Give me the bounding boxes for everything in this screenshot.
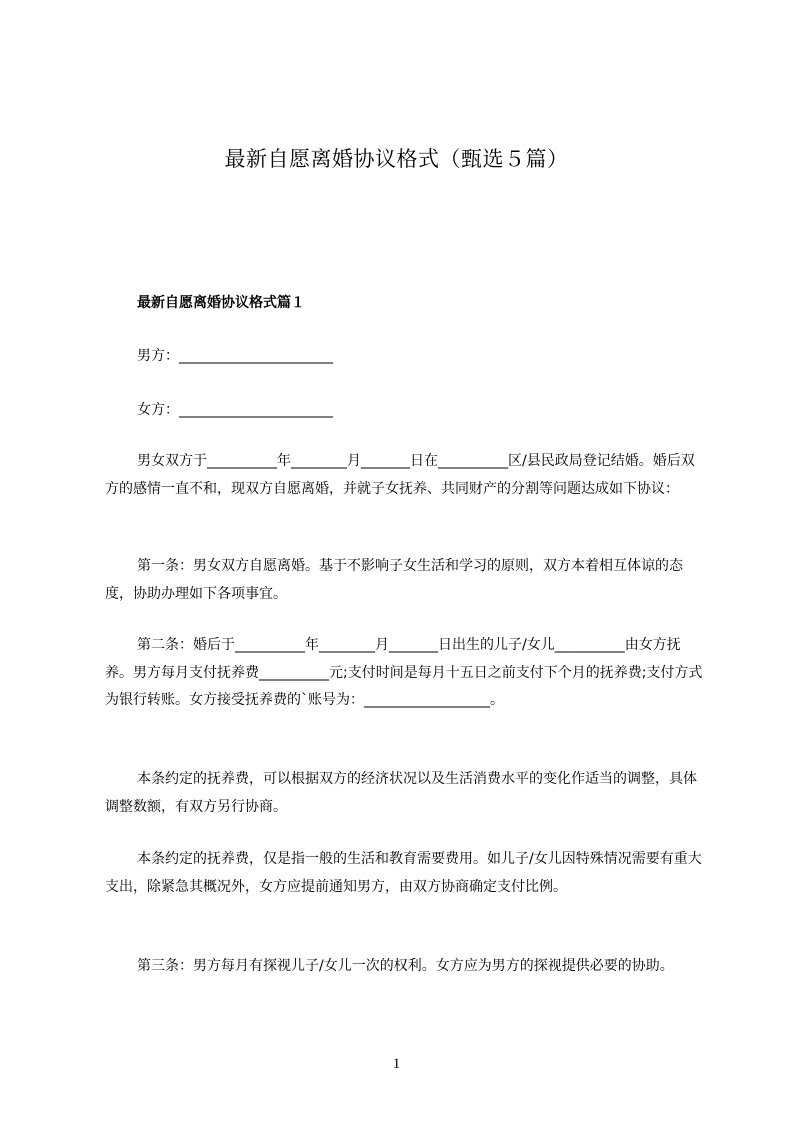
male-party-line: 男方：______________________	[137, 348, 333, 364]
document-title: 最新自愿离婚协议格式（甄选５篇）	[224, 147, 569, 171]
paragraph-article-3: 第三条：男方每月有探视儿子/女儿一次的权利。女方应为男方的探视提供必要的协助。	[137, 958, 674, 974]
section-heading: 最新自愿离婚协议格式篇１	[137, 295, 305, 311]
paragraph-article-2: 第二条：婚后于__________年________月_______日出生的儿子/女儿__________由女方抚养。男方每月支付抚养费__________元;支付时间是每月十五日之前支付下个月的抚养费;支付方式为银行转账。女方接受抚养费的`账号为：__________________。	[105, 637, 703, 708]
paragraph-alimony-scope: 本条约定的抚养费，仅是指一般的生活和教育需要费用。如儿子/女儿因特殊情况需要有重大支出，除紧急其概况外，女方应提前通知男方，由双方协商确定支付比例。	[105, 851, 702, 895]
female-party-line: 女方：______________________	[137, 402, 333, 418]
paragraph-intro: 男女双方于__________年________月_______日在__________区/县民政局登记结婚。婚后双方的感情一直不和，现双方自愿离婚，并就子女抚养、共同财产的分割等问题达成如下协议：	[105, 453, 695, 497]
paragraph-alimony-adjustment: 本条约定的抚养费，可以根据双方的经济状况以及生活消费水平的变化作适当的调整，具体调整数额，有双方另行协商。	[105, 771, 697, 815]
page-number: 1	[392, 1056, 401, 1072]
paragraph-article-1: 第一条：男女双方自愿离婚。基于不影响子女生活和学习的原则，双方本着相互体谅的态度，协助办理如下各项事宜。	[105, 558, 683, 602]
